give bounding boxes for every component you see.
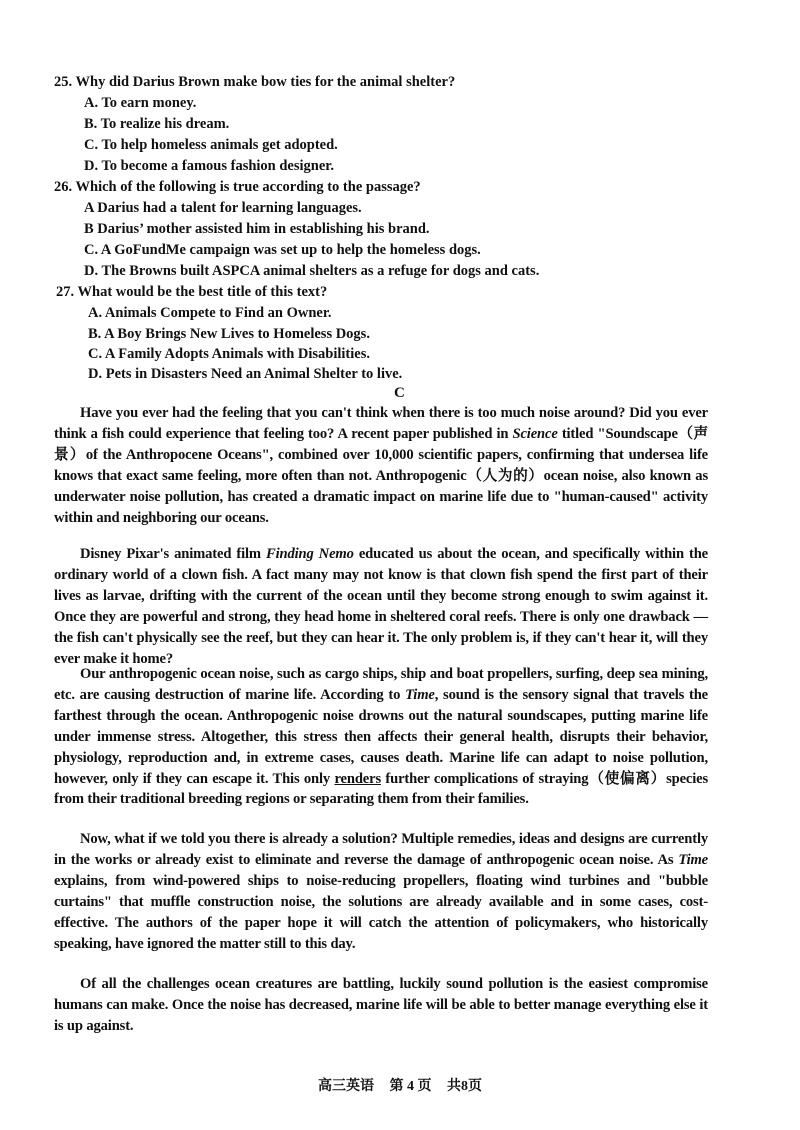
question-25 [54, 74, 455, 91]
text-run: titled "Soundscape（声 景）of the Anthropocene Oceans", combined over 10,000 scientific papers, confirming that undersea life knows that exact same feeling, more often than not. Anthropogenic（人为的）ocean noise, also known as underwater noise pollution, has created a dramatic impact on marine life due to "human-caused" activity within and neighboring our oceans. [54, 425, 723, 526]
option-25-b: B. To realize his dream. [84, 116, 230, 132]
text-run: Of all the challenges ocean creatures are battling, luckily sound pollution is the easiest compromise humans can make. Once the noise has decreased, marine life will be able to better manage everything else it is up against. [54, 976, 708, 1034]
question-text: What would be the best title of this text? [77, 284, 328, 300]
question-26 [54, 179, 421, 196]
option-26-d: D. The Browns built ASPCA animal shelters as a refuge for dogs and cats. [84, 263, 540, 279]
question-text: Why did Darius Brown make bow ties for the animal shelter? [75, 74, 456, 90]
footer-total-pages: 共8页 [447, 1079, 482, 1094]
option-27-b: B. A Boy Brings New Lives to Homeless Dogs. [88, 326, 370, 342]
text-run: educated us about the ocean, and specifically within the ordinary world of a clown fish. A fact many may not know is that clown fish spend the first part of their lives as larvae, drifting with the current of the ocean until they become strong enough to swim against it. Once they are powerful and strong, they head home in sheltered coral reefs. There is only one drawback — the fish can't physically see the reef, but they can hear it. The only problem is, if they can't hear it, will they ever make it home? [54, 546, 708, 667]
text-run: , sound is the sensory signal that travels the farthest through the ocean. Anthropogenic noise drowns out the natural soundscapes, putting marine life under immense stress. Altogether, this stress then affects their general health, disrupts their behavior, physiology, reproduction and, in extreme cases, causes death. Marine life can adapt to noise pollution, however, only if they can escape it. This only [54, 686, 708, 787]
text-run: further complications of straying（使偏离）species from their traditional breeding regions or separating them from their families. [54, 770, 708, 808]
option-26-b: B Darius’ mother assisted him in establishing his brand. [84, 221, 430, 237]
magazine-name: Time [678, 851, 708, 868]
text-run: Disney Pixar's animated film [80, 546, 266, 562]
text-run: Our anthropogenic ocean noise, such as cargo ships, ship and boat propellers, surfing, deep sea mining, etc. are causing destruction of marine life. According to [54, 666, 708, 703]
option-27-a: A. Animals Compete to Find an Owner. [88, 305, 332, 321]
page-footer [0, 1075, 800, 1095]
option-26-c: C. A GoFundMe campaign was set up to help the homeless dogs. [84, 242, 481, 258]
question-number: 27. [56, 284, 75, 300]
option-27-d: D. Pets in Disasters Need an Animal Shelter to live. [88, 366, 403, 382]
text-run: explains, from wind-powered ships to noise-reducing propellers, floating wind turbines and "bubble curtains" that muffle construction noise, the solutions are already available and in some cases, cost- effective. The authors of the paper hope it will catch the attention of policymakers, who historically speaking, have ignored the matter still to this day. [54, 872, 708, 952]
option-25-a: A. To earn money. [84, 95, 197, 111]
passage-paragraph-2 [54, 544, 708, 669]
text-run: Now, what if we told you there is already a solution? Multiple remedies, ideas and designs are currently in the works or already exist to eliminate and reverse the damage of anthropogenic ocean noise. As [54, 831, 708, 868]
question-27 [56, 284, 327, 301]
passage-paragraph-3 [54, 664, 708, 810]
question-text: Which of the following is true according to the passage? [75, 179, 421, 195]
question-number: 25. [54, 74, 73, 90]
passage-paragraph-5 [54, 974, 708, 1037]
film-title: Finding Nemo [265, 546, 354, 562]
journal-name: Science [512, 425, 558, 442]
footer-page-number: 第 4 页 [389, 1079, 432, 1094]
underlined-word: renders [334, 770, 381, 787]
option-25-c: C. To help homeless animals get adopted. [84, 137, 338, 153]
text-run: Have you ever had the feeling that you can't think when there is too much noise around? Did you ever think a fish could experience that feeling too? A recent paper published in [54, 405, 708, 442]
magazine-name: Time [405, 686, 435, 703]
option-25-d: D. To become a famous fashion designer. [84, 158, 335, 174]
passage-paragraph-1 [54, 403, 723, 528]
option-27-c: C. A Family Adopts Animals with Disabilities. [88, 346, 370, 362]
section-heading: C [394, 385, 405, 401]
option-26-a: A Darius had a talent for learning languages. [84, 200, 362, 216]
question-number: 26. [54, 179, 73, 195]
passage-paragraph-4 [54, 829, 708, 954]
footer-subject: 高三英语 [318, 1079, 374, 1094]
